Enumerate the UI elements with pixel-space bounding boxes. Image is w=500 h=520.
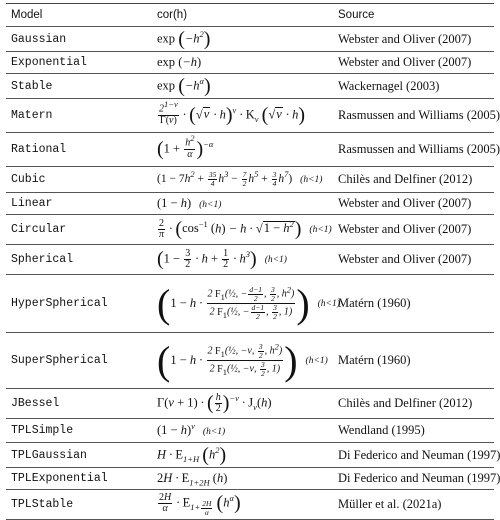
source: Webster and Oliver (2007) [333,215,494,245]
table-row [6,99,494,133]
formula: Γ(ν + 1) · ( $\frac{h}{2}$ )$^{-\nu} \cdot J_\nu(h)$ [152,389,333,419]
formula: (1 − $\frac{3}{2}$ · h + $\frac{1}{2}$ · $h^3$) (h<1) [152,245,333,275]
formula: $\exp (-h^2)$ [152,27,333,52]
model-name: Rational [6,133,152,167]
model-name: TPLStable [6,490,152,520]
formula: ($1 - 7h^2$ + $\frac{35}{4}$ $h^3$ − $\frac{7}{2}$ $h^5$ + $\frac{3}{4}$ $h^7$) (h<1) [152,167,333,193]
formula: $(1 - h)^\nu(h<1)$ [152,419,333,443]
formula: $\frac{2H}{\alpha}$ · $E_{1+ \frac{2H}{\alpha}}$ $(h^\alpha)$ [152,490,333,520]
condition: (h<1) [202,427,226,437]
source: Di Federico and Neuman (1997) [333,443,494,468]
source: Rasmussen and Williams (2005) [333,99,494,133]
source: Müller et al. (2021a) [333,490,494,520]
table-row [6,133,494,167]
condition: (h<1) [305,356,328,367]
condition: (h<1) [199,200,222,210]
header-model: Model [6,4,152,27]
formula: $2H \cdot E_{1+2H}$ (h) [152,468,333,490]
formula: exp (−h) [152,52,333,74]
model-name: Cubic [6,167,152,193]
source: Rasmussen and Williams (2005) [333,133,494,167]
source: Chilès and Delfiner (2012) [333,167,494,193]
model-name: TPLGaussian [6,443,152,468]
formula: (1 − h) (h<1) [152,193,333,215]
correlation-models-table [6,3,500,520]
table-row [6,74,494,99]
condition: (h<1) [264,255,287,266]
header-correlation: cor(h) [152,4,333,27]
table-row [6,275,494,333]
formula: $\frac{2^{1-\nu}}{\Gamma(\nu)}$ · $(√\nu \cdot h)^\nu \cdot K_\nu$ (√ν · h) [152,99,333,133]
formula: $\frac{2}{\pi}$ · ($\cos^{-1}$ $(h) - h \cdot √1 - h^2$) (h<1) [152,215,333,245]
table-row [6,443,494,468]
source: Di Federico and Neuman (1997) [333,468,494,490]
model-name: JBessel [6,389,152,419]
formula: (1 + $\frac{h^2}{\alpha}$ )$^{-\alpha}$ [152,133,333,167]
table-row [6,167,494,193]
correlation-models-table-container [6,3,500,520]
source: Chilès and Delfiner (2012) [333,389,494,419]
source: Webster and Oliver (2007) [333,52,494,74]
formula: $\exp (-h^\alpha)$ [152,74,333,99]
source: Webster and Oliver (2007) [333,27,494,52]
formula: $H \cdot E_{1+H}$ $(h^2)$ [152,443,333,468]
header-row [6,4,494,27]
model-name: Linear [6,193,152,215]
model-name: SuperSpherical [6,333,152,389]
formula: (1 − h · 2 $F_1(\frac{1}{2}$, −ν, $\frac{3}{2}$ , $h^2$) 2 $F_1(\frac{1}{2}$, −ν, $\frac{3}{2}$ , 1) ) (h<1) [152,333,333,389]
source: Wendland (1995) [333,419,494,443]
model-name: Circular [6,215,152,245]
condition: (h<1) [300,175,323,186]
formula: (1 − h · 2 $F_1(\frac{1}{2}$, − $\frac{d-1}{2}$ , $\frac{3}{2}$ , $h^2$) 2 $F_1(\frac{1}{2}$, − $\frac{d-1}{2}$ , $\frac{3}{2}$ , 1) ) (h<1) [152,275,333,333]
model-name: Gaussian [6,27,152,52]
model-name: Spherical [6,245,152,275]
table-row [6,419,494,443]
model-name: Stable [6,74,152,99]
table-row [6,468,494,490]
source: Matérn (1960) [333,333,494,389]
table-row [6,193,494,215]
source: Wackernagel (2003) [333,74,494,99]
source: Webster and Oliver (2007) [333,245,494,275]
table-row [6,215,494,245]
model-name: HyperSpherical [6,275,152,333]
header-source: Source [333,4,494,27]
table-row [6,490,494,520]
condition: (h<1) [317,299,340,310]
model-name: Matern [6,99,152,133]
source: Webster and Oliver (2007) [333,193,494,215]
table-row [6,333,494,389]
table-row [6,389,494,419]
model-name: TPLSimple [6,419,152,443]
table-row [6,52,494,74]
table-row [6,27,494,52]
source: Matérn (1960) [333,275,494,333]
model-name: TPLExponential [6,468,152,490]
model-name: Exponential [6,52,152,74]
table-row [6,245,494,275]
condition: (h<1) [309,225,332,236]
